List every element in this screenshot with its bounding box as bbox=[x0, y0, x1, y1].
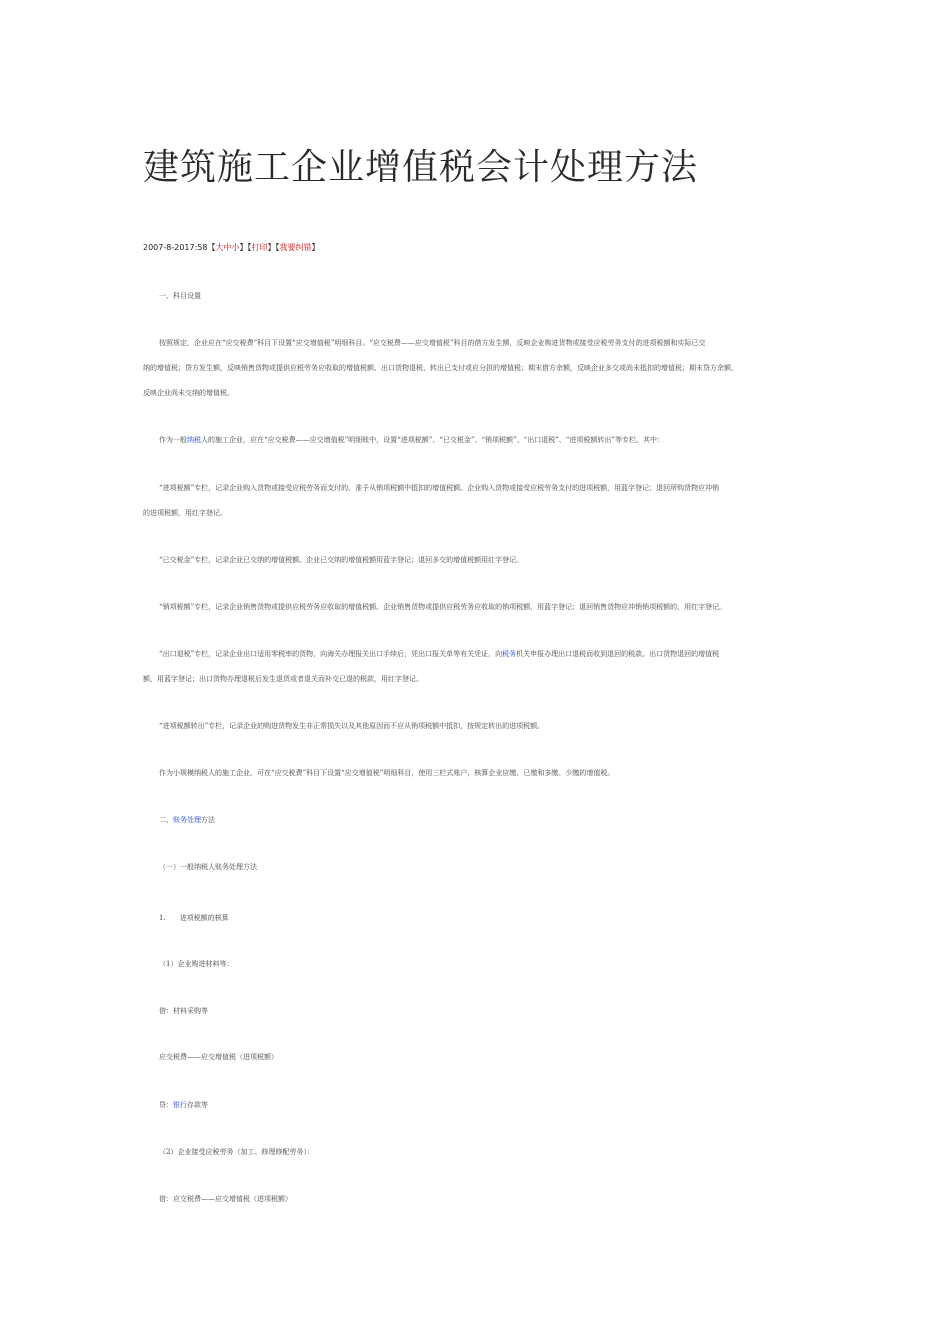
tax-bureau-link[interactable]: 税务 bbox=[502, 650, 517, 658]
entry-1-sub: 应交税费——应交增值税（进项税额） bbox=[159, 1053, 278, 1061]
paragraph-6-line-1: “出口退税”专栏，记录企业出口适用零税率的货物，向海关办理报关出口手续后，凭出口报关单等有关凭证，向税务机关申报办理出口退税而收到退回的税款。出口货物退回的增值税 bbox=[159, 650, 720, 658]
item-1-2: （2）企业接受应税劳务（加工、修理修配劳务）： bbox=[159, 1148, 314, 1156]
paragraph-3-line-2: 的进项税额，用红字登记。 bbox=[143, 509, 227, 517]
paragraph-7: “进项税额转出”专栏，记录企业的购进货物发生非正常损失以及其他原因而不应从销项税额中抵扣，按规定转出的进项税额。 bbox=[159, 722, 545, 730]
article-meta: 2007-8-2017:58【大中小】【打印】【我要纠错】 bbox=[143, 243, 320, 252]
print-link[interactable]: 打印 bbox=[251, 243, 268, 252]
entry-1-debit: 借：材料采购等 bbox=[159, 1007, 208, 1015]
bank-link[interactable]: 银行 bbox=[173, 1101, 187, 1109]
font-size-link[interactable]: 大中小 bbox=[215, 243, 240, 252]
item-1-1: （1）企业购进材料等： bbox=[159, 960, 234, 968]
paragraph-2: 作为一般纳税人的施工企业，应在“应交税费——应交增值税”明细账中，设置“进项税额”、“已交税金”、“销项税额”、“出口退税”、“进项税额转出”等专栏。其中： bbox=[159, 436, 664, 444]
paragraph-1-line-2: 纳的增值税；贷方发生额，反映销售货物或提供应税劳务应收取的增值税额、出口货物退税、转出已支付或应分担的增值税；期末借方余额，反映企业多交或尚未抵扣的增值税；期末贷方余额， bbox=[143, 364, 738, 372]
report-error-link[interactable]: 我要纠错 bbox=[279, 243, 312, 252]
entry-2-debit: 借：应交税费——应交增值税（进项税额） bbox=[159, 1195, 292, 1203]
paragraph-3-line-1: “进项税额”专栏，记录企业购入货物或接受应税劳务而支付的、准予从销项税额中抵扣的增值税额。企业购入货物或接受应税劳务支付的进项税额，用蓝字登记；退回所购货物应冲销 bbox=[159, 484, 720, 492]
paragraph-8: 作为小规模纳税人的施工企业，可在“应交税费”科目下设置“应交增值税”明细科目，使用三栏式账户，核算企业应缴、已缴和多缴、少缴的增值税。 bbox=[159, 769, 615, 777]
taxpayer-link[interactable]: 纳税 bbox=[187, 436, 201, 444]
paragraph-4: “已交税金”专栏，记录企业已交纳的增值税额。企业已交纳的增值税额用蓝字登记；退回多交的增值税额用红字登记。 bbox=[159, 556, 524, 564]
paragraph-1-line-1: 按照规定，企业应在“应交税费”科目下设置“应交增值税”明细科目。“应交税费——应交增值税”科目的借方发生额，反映企业购进货物或接受应税劳务支付的进项税额和实际已交 bbox=[159, 339, 706, 347]
paragraph-5: “销项税额”专栏，记录企业销售货物或提供应税劳务应收取的增值税额。企业销售货物或提供应税劳务应收取的销项税额，用蓝字登记；退回销售货物应冲销销项税额的，用红字登记。 bbox=[159, 603, 727, 611]
entry-1-credit: 贷：银行存款等 bbox=[159, 1101, 208, 1109]
article-title: 建筑施工企业增值税会计处理方法 bbox=[143, 147, 699, 188]
section-2-subheading: （一）一般纳税人账务处理方法 bbox=[159, 863, 257, 871]
accounting-link[interactable]: 账务处理 bbox=[173, 816, 201, 824]
publish-date: 2007-8-2017:58 bbox=[143, 243, 208, 252]
section-2-heading: 二、账务处理方法 bbox=[159, 816, 215, 824]
item-1-heading: 1. 进项税额的核算 bbox=[159, 914, 229, 922]
section-1-heading: 一、科目设置 bbox=[159, 292, 201, 300]
paragraph-6-line-2: 额，用蓝字登记；出口货物办理退税后发生退货或者退关而补交已退的税款，用红字登记。 bbox=[143, 675, 423, 683]
paragraph-1-line-3: 反映企业尚未交纳的增值税。 bbox=[143, 389, 234, 397]
